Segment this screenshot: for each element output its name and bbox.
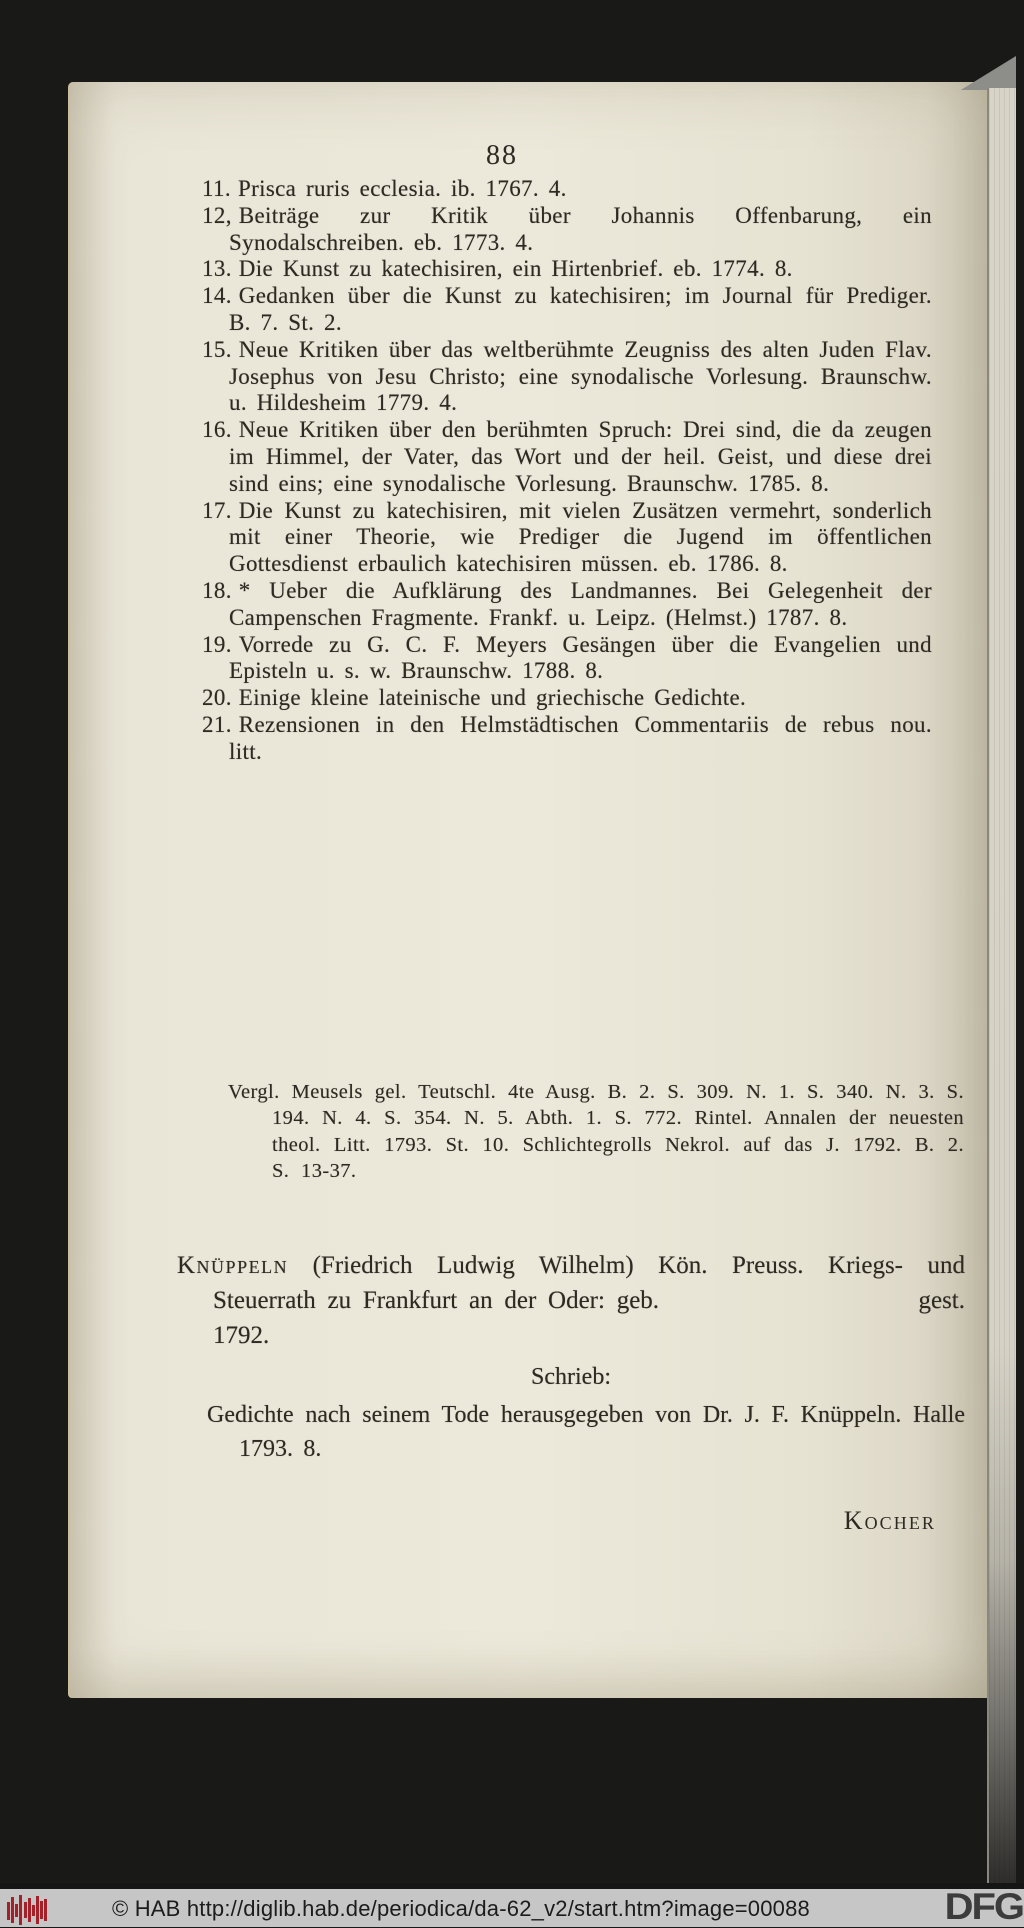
bibliography-entry — [202, 337, 932, 417]
bibliography-entry — [202, 632, 932, 686]
article-knueppeln — [177, 1248, 965, 1466]
entry-text: Neue Kritiken über das weltberühmte Zeugniss des alten Juden Flav. Josephus von Jesu Christo; eine synodalische Vorlesung. Braunschw. u. Hildesheim 1779. 4. — [229, 336, 932, 416]
footer-bar — [0, 1883, 1024, 1927]
bibliography-entry — [202, 283, 932, 337]
bibliography-entry — [202, 176, 932, 203]
entry-number: 12, — [202, 202, 232, 228]
entry-number: 20. — [202, 685, 232, 711]
entry-number: 14. — [202, 283, 232, 309]
entry-number: 21. — [202, 711, 232, 737]
bibliography-entry — [202, 256, 932, 283]
entry-text: Rezensionen in den Helmstädtischen Commentariis de rebus nou. litt. — [229, 711, 932, 764]
entry-number: 15. — [202, 336, 232, 362]
entry-number: 17. — [202, 497, 232, 523]
book-fore-edge — [987, 88, 1016, 1883]
bibliography-entry — [202, 578, 932, 632]
entry-number: 13. — [202, 256, 232, 282]
bibliography-entry — [202, 417, 932, 497]
article-title-text: (Friedrich Ludwig Wilhelm) Kön. Preuss. Kriegs- und Steuerrath zu Frankfurt an der Oder: geb. — [213, 1252, 966, 1314]
death-year: 1792. — [213, 1322, 270, 1349]
schrieb-label: Schrieb: — [531, 1364, 611, 1390]
author-name: Knüppeln — [177, 1252, 289, 1279]
entry-text: Vorrede zu G. C. F. Meyers Gesängen über die Evangelien und Episteln u. s. w. Braunschw. 1788. 8. — [229, 631, 932, 684]
bibliography-entry — [202, 712, 932, 766]
copyright-url: © HAB http://diglib.hab.de/periodica/da-62_v2/start.htm?image=00088 — [112, 1896, 810, 1921]
entry-text: Gedanken über die Kunst zu katechisiren; im Journal für Prediger. B. 7. St. 2. — [229, 283, 932, 335]
bibliography-list — [202, 176, 932, 766]
entry-text: Beiträge zur Kritik über Johannis Offenbarung, ein Synodalschreiben. eb. 1773. 4. — [229, 202, 932, 255]
article-heading — [177, 1248, 965, 1318]
reference-note: Vergl. Meusels gel. Teutschl. 4te Ausg. B. 2. S. 309. N. 1. S. 340. N. 3. S. 194. N. 4. S. 354. N. 5. Abth. 1. S. 772. Rintel. Annalen der neuesten theol. Litt. 1793. St. 10. Schlichtegrolls Nekrol. auf das J. 1792. B. 2. S. 13-37. — [228, 1080, 964, 1182]
entry-number: 19. — [202, 631, 232, 657]
entry-text: Neue Kritiken über den berühmten Spruch: Drei sind, die da zeugen im Himmel, der Vater, das Wort und der heil. Geist, und diese drei sind eins; eine synodalische Vorlesung. Braunschw. 1785. 8. — [229, 417, 932, 496]
dfg-logo: DFG — [944, 1886, 1023, 1928]
entry-text: * Ueber die Aufklärung des Landmannes. Bei Gelegenheit der Campenschen Fragmente. Frankf. u. Leipz. (Helmst.) 1787. 8. — [229, 577, 932, 630]
gest-label: gest. — [918, 1287, 965, 1314]
entry-text: Prisca ruris ecclesia. ib. 1767. 4. — [237, 176, 567, 201]
entry-number: 18. — [202, 577, 232, 603]
entry-text: Die Kunst zu katechisiren, ein Hirtenbrief. eb. 1774. 8. — [238, 256, 793, 282]
page-scan — [68, 82, 989, 1698]
hab-logo-icon — [7, 1893, 49, 1927]
work-entry: Gedichte nach seinem Tode herausgegeben von Dr. J. F. Knüppeln. Halle 1793. 8. — [207, 1402, 965, 1462]
bibliography-entry — [202, 685, 932, 712]
entry-text: Einige kleine lateinische und griechische Gedichte. — [238, 685, 747, 711]
entry-number: 11. — [202, 176, 231, 201]
entry-text: Die Kunst zu katechisiren, mit vielen Zusätzen vermehrt, sonderlich mit einer Theorie, wie Prediger die Jugend im öffentlichen Gottesdienst erbaulich katechisiren müssen. eb. 1786. 8. — [229, 497, 932, 577]
bibliography-entry — [202, 498, 932, 578]
catchword: Kocher — [843, 1506, 936, 1535]
page-number: 88 — [486, 140, 518, 171]
entry-number: 16. — [202, 417, 232, 443]
bibliography-entry — [202, 203, 932, 257]
